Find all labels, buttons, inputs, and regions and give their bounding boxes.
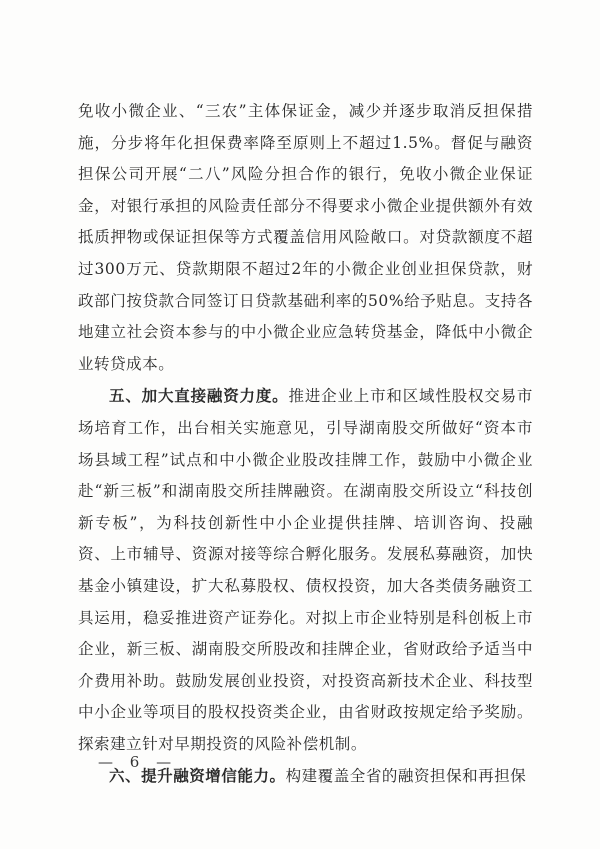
page-number: — 6 — — [98, 753, 178, 771]
body-text — [78, 96, 533, 793]
paragraph-section-5 — [78, 380, 533, 760]
paragraph-continuation — [78, 96, 533, 380]
section-heading: 五、加大直接融资力度。 — [109, 386, 289, 406]
paragraph-text: 免收小微企业、“三农”主体保证金，减少并逐步取消反担保措施，分步将年化担保费率降至原则上不超过1.5%。督促与融资担保公司开展“二八”风险分担合作的银行，免收小微企业保证金，对银行承担的风险责任部分不得要求小微企业提供额外有效抵质押物或保证担保等方式覆盖信用风险敞口。对贷款额度不超过300万元、贷款期限不超过2年的小微企业创业担保贷款，财政部门按贷款合同签订日贷款基础利率的50%给予贴息。支持各地建立社会资本参与的中小微企业应急转贷基金，降低中小微企业转贷成本。 — [78, 102, 533, 373]
section-heading: 六、提升融资增信能力。 — [109, 766, 286, 786]
paragraph-text: 构建覆盖全省的融资担保和再担保 — [285, 767, 527, 786]
paragraph-text: 推进企业上市和区域性股权交易市场培育工作，出台相关实施意见，引导湖南股交所做好“资本市场县域工程”试点和中小微企业股改挂牌工作，鼓励中小微企业赴“新三板”和湖南股交所挂牌融资。在湖南股交所设立“科技创新专板”，为科技创新性中小企业提供挂牌、培训咨询、投融资、上市辅导、资源对接等综合孵化服务。发展私募融资，加快基金小镇建设，扩大私募股权、债权投资，加大各类债务融资工具运用，稳妥推进资产证券化。对拟上市企业特别是科创板上市企业，新三板、湖南股交所股改和挂牌企业，省财政给予适当中介费用补助。鼓励发展创业投资，对投资高新技术企业、科技型中小企业等项目的股权投资类企业，由省财政按规定给予奖励。探索建立针对早期投资的风险补偿机制。 — [78, 387, 533, 753]
